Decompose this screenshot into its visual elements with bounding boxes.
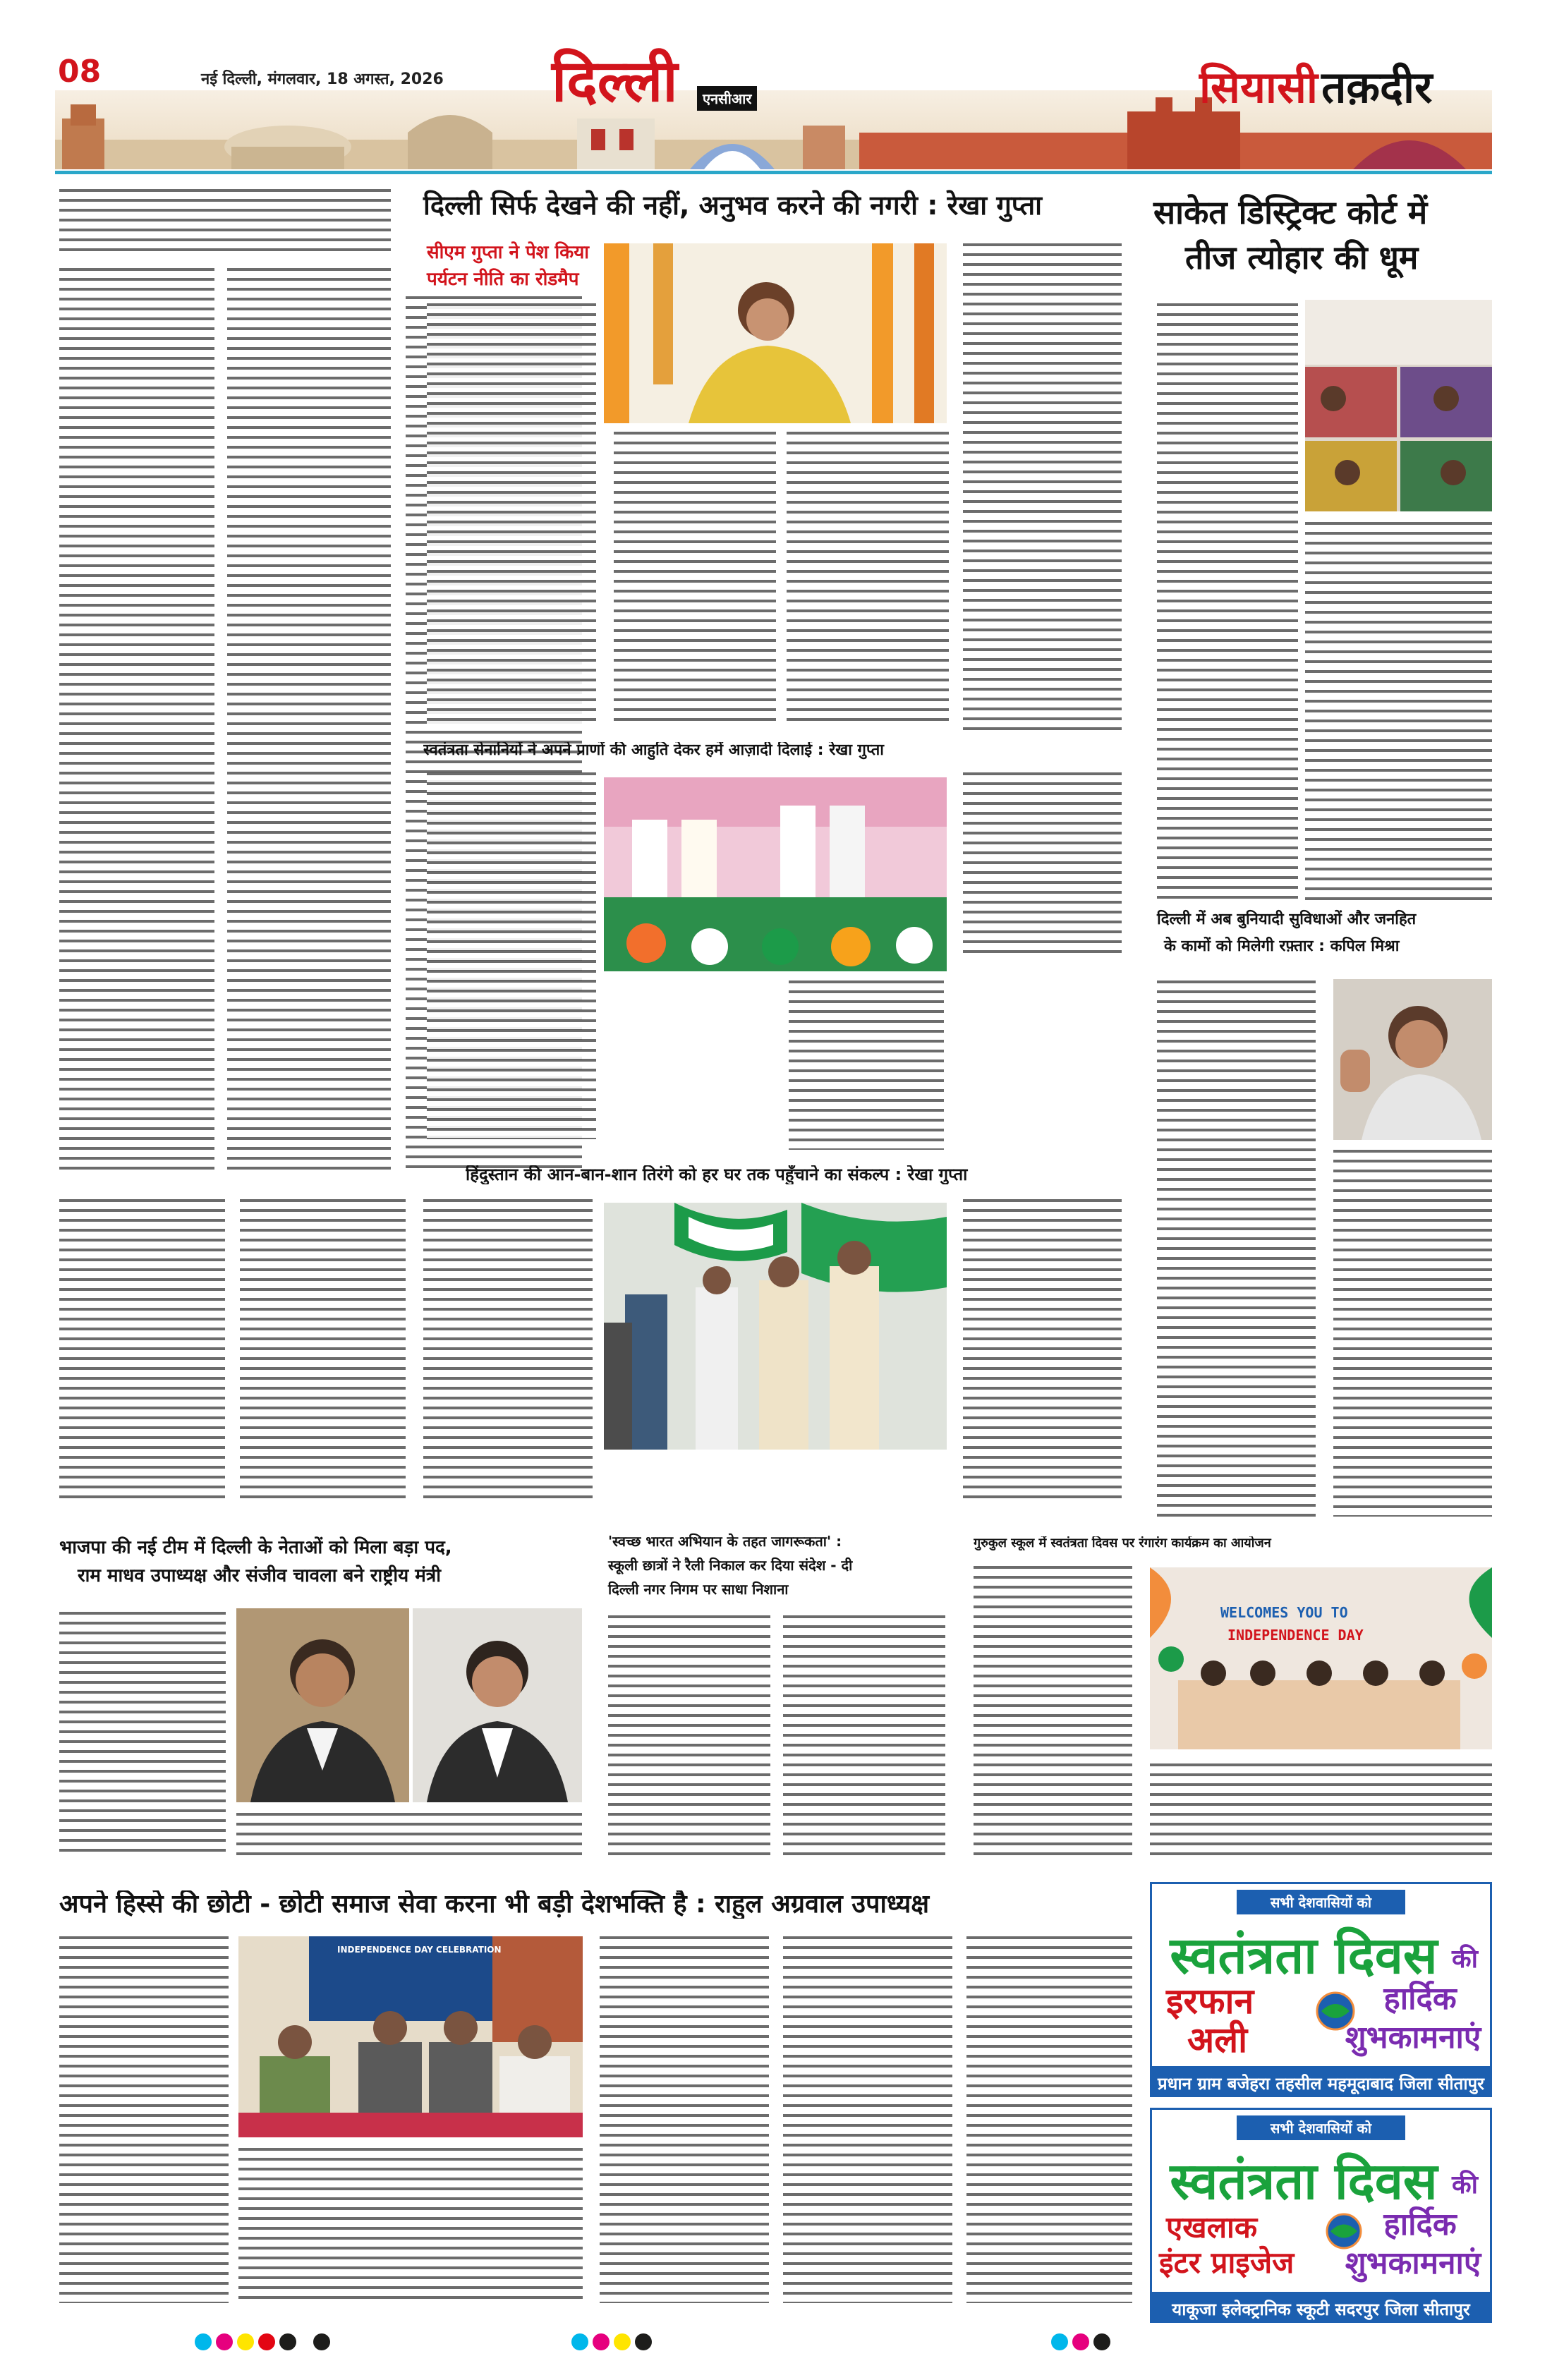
section-title: दिल्ली [552, 47, 678, 115]
ad-2-ki: की [1452, 2170, 1478, 2199]
ad-2-footer: याकूजा इलेक्ट्रानिक स्कूटी सदरपुर जिला सीतापुर [1152, 2292, 1490, 2323]
brand-logo [1199, 56, 1432, 116]
ad-1-wish-line2: शुभकामनाएं [1345, 2020, 1481, 2056]
saket-text-a [1157, 303, 1298, 903]
greeting-ad-1 [1150, 1882, 1492, 2097]
rahul-text-e [966, 1936, 1132, 2303]
ad-2-name-line1: एखलाक [1166, 2210, 1258, 2245]
ad-1-name-line2: अली [1187, 2020, 1248, 2060]
page-number: 08 [58, 54, 102, 90]
jhanda-headline: हिंदुस्तान की आन-बान-शान तिरंगे को हर घर तक पहुँचाने का संकल्प : रेखा गुप्ता [466, 1165, 968, 1184]
saket-text-b [1305, 522, 1492, 903]
tourism-photo [604, 243, 947, 423]
brand-name-part2: तक़दीर [1321, 61, 1433, 113]
header-rule [55, 171, 1492, 174]
ad-1-ki: की [1452, 1945, 1478, 1974]
color-dot [237, 2333, 254, 2350]
ad-1-top-banner: सभी देशवासियों को [1237, 1890, 1405, 1914]
tourism-text-c [787, 432, 949, 728]
rahul-text-b [238, 2148, 583, 2303]
ad-2-title: स्वतंत्रता दिवस [1170, 2151, 1438, 2211]
color-dot [279, 2333, 296, 2350]
registration-marks [0, 2328, 1552, 2356]
left-story-intro [59, 189, 391, 257]
independence-text-a [427, 772, 596, 1139]
independence-photo [604, 777, 947, 971]
tourism-subhead-2: पर्यटन नीति का रोडमैप [427, 269, 579, 290]
ad-2-name-line2: इंटर प्राइजेज [1159, 2245, 1295, 2280]
saket-headline-1: साकेत डिस्ट्रिक्ट कोर्ट में [1153, 193, 1428, 231]
rahul-headline: अपने हिस्से की छोटी - छोटी समाज सेवा करना भी बड़ी देशभक्ति है : राहुल अग्रवाल उपाध्यक्ष [59, 1890, 930, 1919]
color-dot [593, 2333, 610, 2350]
rahul-text-d [783, 1936, 952, 2303]
color-dot [614, 2333, 631, 2350]
ad-2-wish-line2: शुभकामनाएं [1345, 2245, 1481, 2281]
bjp-text-a [59, 1612, 226, 1855]
dateline: नई दिल्ली, मंगलवार, 18 अगस्त, 2026 [201, 71, 444, 88]
center-headline-2: स्कूली छात्रों ने रैली निकाल कर दिया संदेश - दी [608, 1557, 853, 1574]
kapil-text-b [1333, 1150, 1492, 1517]
center-headline-1: 'स्वच्छ भारत अभियान के तहत जागरूकता' : [608, 1533, 842, 1550]
color-dot [195, 2333, 212, 2350]
kapil-headline-1: दिल्ली में अब बुनियादी सुविधाओं और जनहित [1157, 911, 1417, 928]
color-dot [571, 2333, 588, 2350]
center-text-b [783, 1615, 945, 1855]
welcome-banner-line2: INDEPENDENCE DAY [1227, 1627, 1364, 1644]
bjp-photo-1 [236, 1608, 409, 1802]
ad-1-wish-line1: हार्दिक [1383, 1981, 1457, 2017]
jhanda-text-a [59, 1199, 225, 1502]
center-text-a [608, 1615, 770, 1855]
rahul-photo [238, 1936, 583, 2137]
celebration-banner-text: INDEPENDENCE DAY CELEBRATION [337, 1945, 502, 1955]
bjp-photo-2 [413, 1608, 582, 1802]
color-dot [313, 2333, 330, 2350]
rahul-text-a [59, 1936, 229, 2303]
greeting-ad-2 [1150, 2108, 1492, 2323]
saket-photo [1305, 300, 1492, 511]
kapil-photo [1333, 979, 1492, 1140]
tourism-text-b [614, 432, 776, 728]
welcome-banner-line1: WELCOMES YOU TO [1220, 1604, 1348, 1621]
jhanda-text-c [423, 1199, 593, 1502]
independence-text-c [789, 980, 944, 1150]
section-subtitle: एनसीआर [697, 86, 757, 111]
ad-1-footer: प्रधान ग्राम बजेहरा तहसील महमूदाबाद जिला सीतापुर [1152, 2066, 1490, 2097]
left-column-2 [227, 268, 391, 1171]
bjp-headline-2: राम माधव उपाध्यक्ष और संजीव चावला बने राष्ट्रीय मंत्री [78, 1565, 441, 1586]
saket-headline-2: तीज त्योहार की धूम [1185, 238, 1419, 277]
tourism-text-a [427, 303, 596, 727]
rahul-text-c [600, 1936, 769, 2303]
color-dot [1093, 2333, 1110, 2350]
independence-text-b [963, 772, 1122, 956]
color-dot [258, 2333, 275, 2350]
ad-2-wish-line1: हार्दिक [1383, 2206, 1457, 2242]
bjp-headline-1: भाजपा की नई टीम में दिल्ली के नेताओं को मिला बड़ा पद, [59, 1537, 452, 1558]
color-dot [1051, 2333, 1068, 2350]
tourism-headline: दिल्ली सिर्फ देखने की नहीं, अनुभव करने की नगरी : रेखा गुप्ता [423, 190, 1042, 221]
ad-1-name-line1: इरफान [1166, 1981, 1254, 2022]
school-text-a [974, 1566, 1132, 1855]
kapil-text-a [1157, 980, 1316, 1517]
left-column-1 [59, 268, 214, 1171]
color-dot [1072, 2333, 1089, 2350]
jhanda-text-b [240, 1199, 406, 1502]
tourism-subhead-1: सीएम गुप्ता ने पेश किया [427, 242, 590, 263]
color-dot [216, 2333, 233, 2350]
bjp-text-b [236, 1813, 582, 1855]
kapil-headline-2: के कामों को मिलेगी रफ़्तार : कपिल मिश्रा [1164, 937, 1400, 955]
brand-name-part1: सियासी [1199, 61, 1318, 113]
jhanda-photo [604, 1203, 947, 1450]
independence-day-headline: स्वतंत्रता सेनानियों ने अपने प्राणों की आहुति देकर हमें आज़ादी दिलाई : रेखा गुप्ता [423, 742, 884, 759]
tourism-text-d [963, 243, 1122, 730]
school-text-b [1150, 1763, 1492, 1855]
center-headline-3: दिल्ली नगर निगम पर साधा निशाना [608, 1581, 789, 1598]
ad-2-top-banner: सभी देशवासियों को [1237, 2115, 1405, 2140]
jhanda-text-d [963, 1199, 1122, 1502]
school-headline: गुरुकुल स्कूल में स्वतंत्रता दिवस पर रंगारंग कार्यक्रम का आयोजन [974, 1536, 1271, 1550]
color-dot [635, 2333, 652, 2350]
ad-1-title: स्वतंत्रता दिवस [1170, 1926, 1438, 1985]
school-photo [1150, 1567, 1492, 1749]
